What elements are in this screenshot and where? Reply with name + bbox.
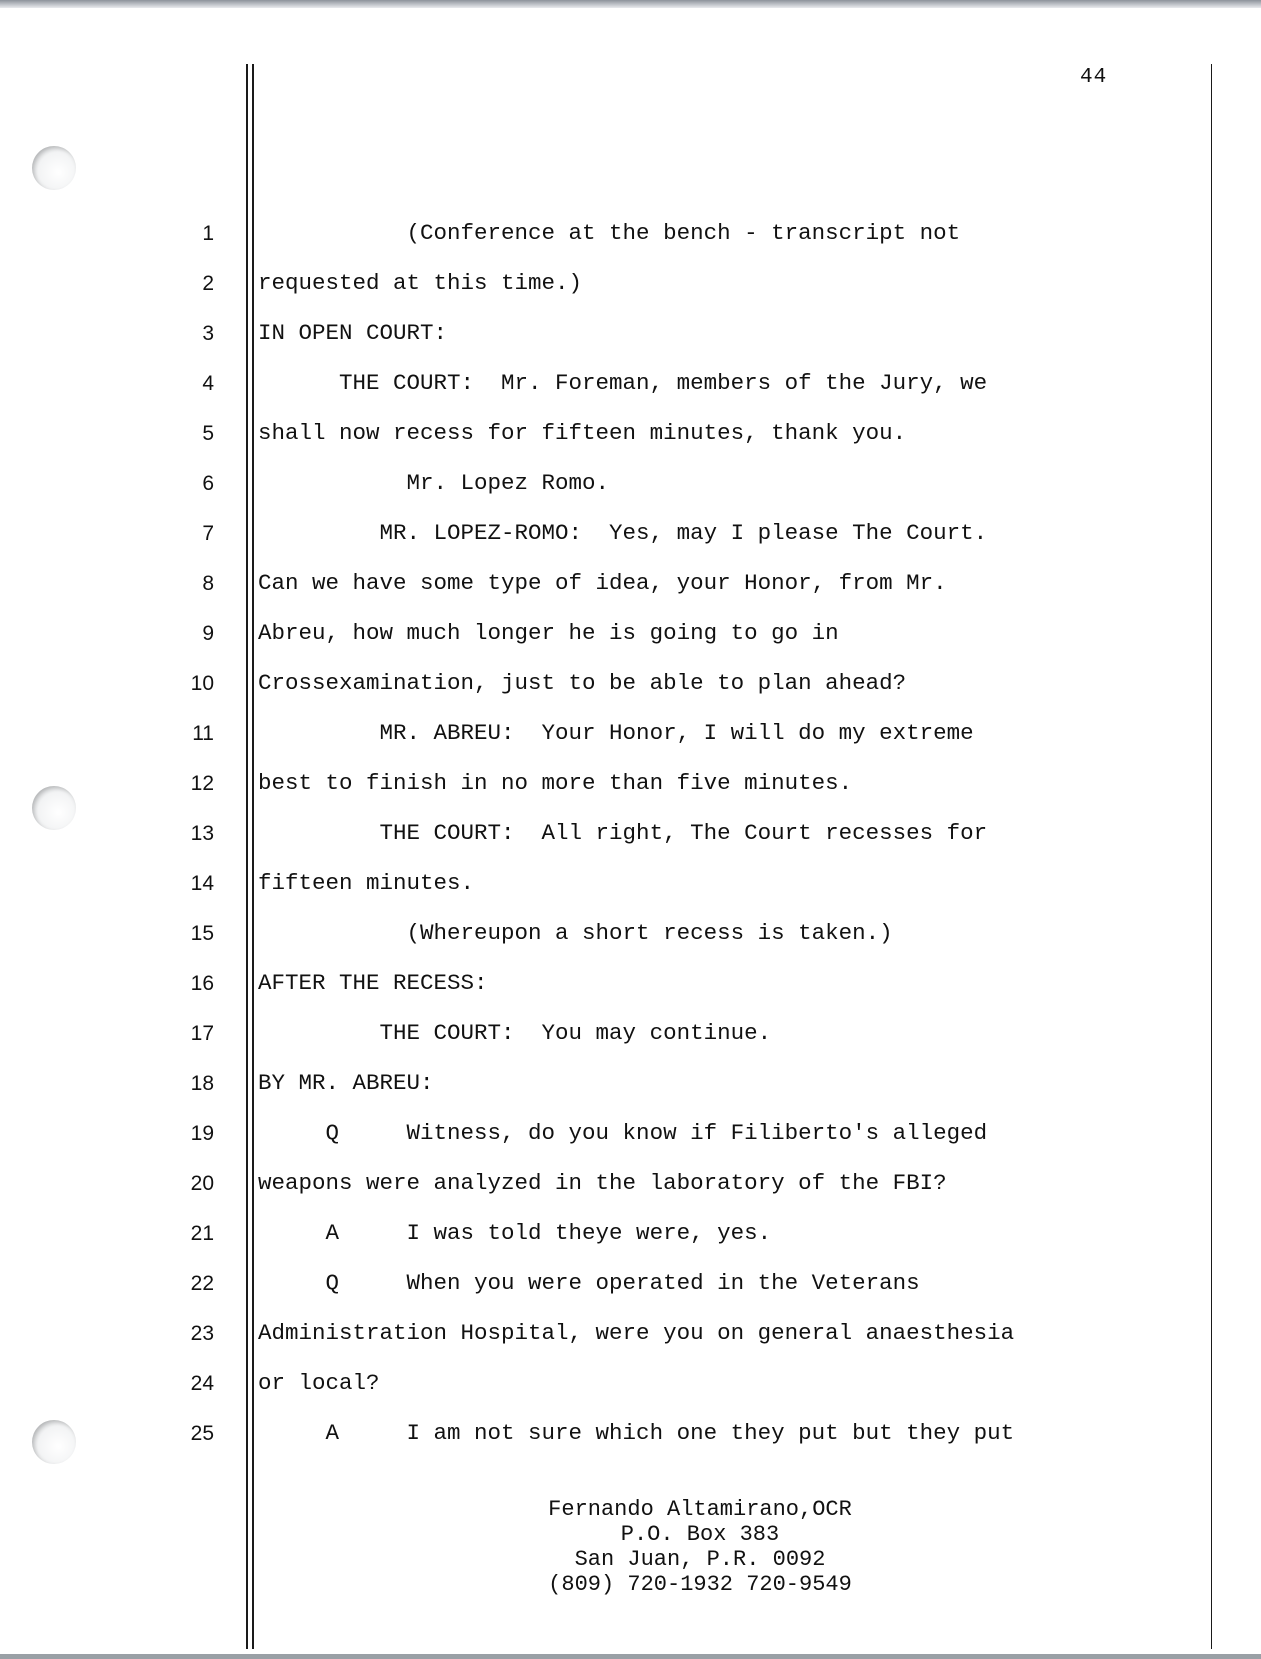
line-number: 10 [190,672,214,695]
transcript-line: Q When you were operated in the Veterans [258,1270,920,1296]
line-number: 15 [190,922,214,945]
line-number: 23 [190,1322,214,1345]
left-margin-rule-outer [246,64,248,1649]
transcript-line: BY MR. ABREU: [258,1070,434,1096]
transcript-line: Q Witness, do you know if Filiberto's alleged [258,1120,988,1146]
transcript-line: THE COURT: All right, The Court recesses for [258,820,988,846]
line-number: 8 [202,572,214,595]
line-number: 21 [190,1222,214,1245]
transcript-line: Mr. Lopez Romo. [258,470,610,496]
right-margin-rule [1211,64,1212,1649]
binder-hole-bottom [32,1420,76,1464]
transcript-line: MR. ABREU: Your Honor, I will do my extreme [258,720,974,746]
line-number: 18 [190,1072,214,1095]
transcript-line: IN OPEN COURT: [258,320,448,346]
line-number: 12 [190,772,214,795]
line-number: 17 [190,1022,214,1045]
line-number: 2 [202,272,214,295]
transcript-line: or local? [258,1370,380,1396]
left-margin-rule-inner [252,64,254,1649]
line-number: 5 [202,422,214,445]
transcript-line: THE COURT: You may continue. [258,1020,772,1046]
page-number: 44 [1080,66,1108,89]
transcript-line: fifteen minutes. [258,870,475,896]
transcript-line: Abreu, how much longer he is going to go in [258,620,839,646]
scan-bottom-edge [0,1654,1261,1659]
transcript-line: THE COURT: Mr. Foreman, members of the Jury, we [258,370,988,396]
line-number: 4 [202,372,214,395]
scan-top-edge [0,0,1261,8]
line-number: 24 [190,1372,214,1395]
transcript-line: (Whereupon a short recess is taken.) [258,920,893,946]
line-number: 7 [202,522,214,545]
reporter-name: Fernando Altamirano,OCR [548,1497,852,1522]
line-number: 1 [202,222,214,245]
transcript-line: Crossexamination, just to be able to plan ahead? [258,670,907,696]
binder-hole-top [32,146,76,190]
line-number: 25 [190,1422,214,1445]
transcript-line: A I am not sure which one they put but they put [258,1420,1015,1446]
transcript-line: requested at this time.) [258,270,583,296]
transcript-line: best to finish in no more than five minutes. [258,770,853,796]
transcript-line: Administration Hospital, were you on general anaesthesia [258,1320,1015,1346]
line-number: 19 [190,1122,214,1145]
line-number: 22 [190,1272,214,1295]
reporter-city: San Juan, P.R. 0092 [574,1547,826,1572]
line-number: 16 [190,972,214,995]
transcript-line: weapons were analyzed in the laboratory of the FBI? [258,1170,947,1196]
transcript-line: (Conference at the bench - transcript not [258,220,961,246]
line-number: 20 [190,1172,214,1195]
line-number: 9 [202,622,214,645]
reporter-po-box: P.O. Box 383 [620,1522,780,1547]
reporter-phone: (809) 720-1932 720-9549 [548,1572,852,1597]
binder-hole-middle [32,786,76,830]
transcript-line: Can we have some type of idea, your Honor, from Mr. [258,570,947,596]
line-number: 14 [190,872,214,895]
transcript-line: A I was told theye were, yes. [258,1220,772,1246]
line-number: 11 [192,722,214,745]
line-number: 3 [202,322,214,345]
transcript-line: AFTER THE RECESS: [258,970,488,996]
transcript-line: MR. LOPEZ-ROMO: Yes, may I please The Court. [258,520,988,546]
line-number: 6 [202,472,214,495]
reporter-footer [470,1497,930,1597]
transcript-line: shall now recess for fifteen minutes, thank you. [258,420,907,446]
line-number: 13 [190,822,214,845]
